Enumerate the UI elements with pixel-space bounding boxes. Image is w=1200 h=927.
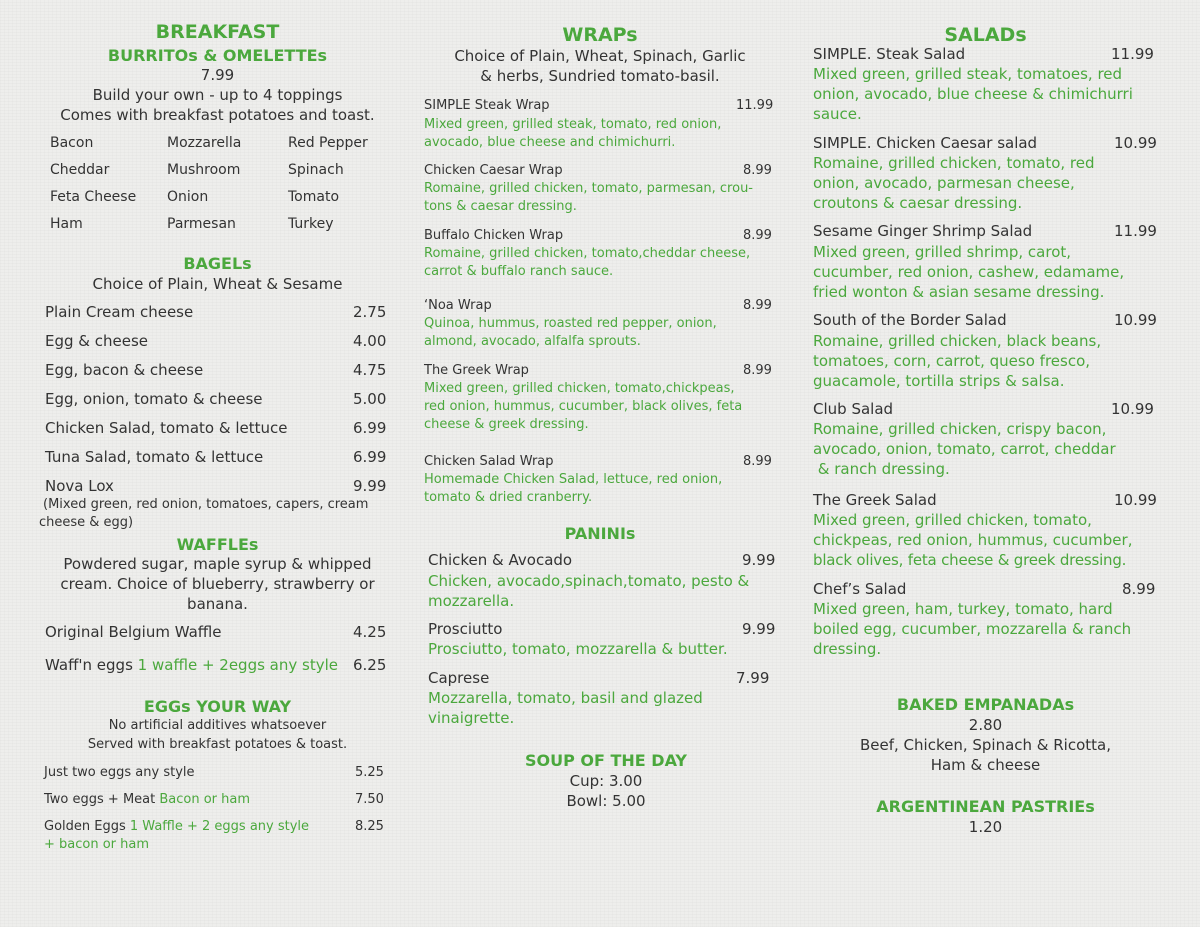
burritos-line2: Comes with breakfast potatoes and toast. (60, 106, 375, 124)
panini-name: Prosciutto (428, 620, 503, 638)
topping-item: Parmesan (167, 216, 236, 232)
salad-desc: sauce. (813, 105, 862, 123)
wraps-sub: & herbs, Sundried tomato-basil. (480, 67, 720, 85)
burritos-title: BURRITOs & OMELETTEs (107, 46, 328, 65)
breakfast-title: BREAKFAST (155, 21, 280, 43)
waffles-title: WAFFLEs (176, 535, 259, 554)
waffles-desc: Powdered sugar, maple syrup & whipped (63, 555, 372, 573)
panini-desc: vinaigrette. (428, 709, 515, 727)
bagel-price: 5.00 (353, 390, 387, 408)
paninis-title: PANINIs (564, 524, 636, 543)
panini-desc: Chicken, avocado,spinach,tomato, pesto & (428, 572, 750, 590)
salad-name: South of the Border Salad (813, 311, 1007, 329)
topping-item: Ham (50, 216, 83, 232)
wrap-desc: cheese & greek dressing. (424, 417, 589, 432)
salad-desc: Romaine, grilled chicken, black beans, (813, 332, 1102, 350)
eggs-item-desc: Bacon or ham (159, 792, 251, 807)
topping-item: Onion (167, 189, 209, 205)
wrap-name: SIMPLE Steak Wrap (424, 98, 550, 113)
wrap-desc: almond, avocado, alfalfa sprouts. (424, 334, 641, 349)
salad-desc: boiled egg, cucumber, mozzarella & ranch (813, 620, 1132, 638)
topping-item: Mozzarella (167, 135, 242, 151)
eggs-item-price: 8.25 (355, 819, 384, 834)
panini-price: 9.99 (742, 551, 776, 569)
panini-name: Caprese (428, 669, 490, 687)
waffle-price: 4.25 (353, 623, 387, 641)
wrap-desc: Homemade Chicken Salad, lettuce, red onion, (424, 472, 723, 487)
bagel-price: 9.99 (353, 477, 387, 495)
salad-desc: fried wonton & asian sesame dressing. (813, 283, 1105, 301)
eggs-item (44, 819, 309, 834)
bagel-price: 6.99 (353, 419, 387, 437)
salad-desc: black olives, feta cheese & greek dressing. (813, 551, 1127, 569)
topping-item: Mushroom (167, 162, 241, 178)
waffle-name (45, 656, 338, 674)
salad-desc: Mixed green, grilled steak, tomatoes, red (813, 65, 1123, 83)
wrap-name: ‘Noa Wrap (424, 298, 492, 313)
eggs-item-price: 5.25 (355, 765, 384, 780)
bagels-subtitle: Choice of Plain, Wheat & Sesame (92, 275, 343, 293)
panini-price: 7.99 (736, 669, 770, 687)
wrap-desc: Mixed green, grilled steak, tomato, red onion, (424, 117, 722, 132)
salad-price: 8.99 (1122, 580, 1156, 598)
bagel-price: 2.75 (353, 303, 387, 321)
soup-cup: Cup: 3.00 (569, 772, 643, 790)
salad-name: SIMPLE. Chicken Caesar salad (813, 134, 1038, 152)
wrap-desc: Romaine, grilled chicken, tomato,cheddar cheese, (424, 246, 751, 261)
wrap-price: 11.99 (736, 98, 774, 113)
eggs-item-desc: 1 Waffle + 2 eggs any style (129, 819, 310, 834)
bagel-name: Egg, bacon & cheese (45, 361, 204, 379)
waffles-desc: cream. Choice of blueberry, strawberry or (60, 575, 375, 593)
bagel-name: Egg & cheese (45, 332, 149, 350)
wrap-price: 8.99 (743, 163, 772, 178)
salad-desc: onion, avocado, blue cheese & chimichurri (813, 85, 1133, 103)
eggs-item-name: Just two eggs any style (44, 765, 195, 780)
wrap-price: 8.99 (743, 228, 772, 243)
wrap-desc: Romaine, grilled chicken, tomato, parmesan, crou- (424, 181, 753, 196)
bagel-name: Chicken Salad, tomato & lettuce (45, 419, 288, 437)
waffle-item-name: Waff'n eggs (45, 656, 133, 674)
salad-price: 10.99 (1111, 400, 1154, 418)
wrap-name: Chicken Salad Wrap (424, 454, 554, 469)
burritos-line1: Build your own - up to 4 toppings (92, 86, 343, 104)
salads-title: SALADs (944, 24, 1027, 46)
wraps-title: WRAPs (562, 24, 638, 46)
wrap-price: 8.99 (743, 298, 772, 313)
salad-price: 10.99 (1114, 491, 1157, 509)
salad-desc: dressing. (813, 640, 882, 658)
waffle-price: 6.25 (353, 656, 387, 674)
wrap-desc: Mixed green, grilled chicken, tomato,chickpeas, (424, 381, 735, 396)
wrap-name: Buffalo Chicken Wrap (424, 228, 564, 243)
panini-name: Chicken & Avocado (428, 551, 573, 569)
salad-price: 10.99 (1114, 134, 1157, 152)
soup-bowl: Bowl: 5.00 (566, 792, 646, 810)
salad-desc: tomatoes, corn, carrot, queso fresco, (813, 352, 1091, 370)
waffles-desc: banana. (187, 595, 248, 613)
waffle-item-desc: 1 waffle + 2eggs any style (137, 656, 338, 674)
wrap-desc: tomato & dried cranberry. (424, 490, 593, 505)
salad-desc: Romaine, grilled chicken, tomato, red (813, 154, 1095, 172)
eggs-item-name: Two eggs + Meat (44, 792, 156, 807)
salad-desc: Mixed green, grilled shrimp, carot, (813, 243, 1072, 261)
empanadas-price: 2.80 (968, 716, 1003, 734)
wrap-desc: tons & caesar dressing. (424, 199, 577, 214)
salad-price: 11.99 (1114, 222, 1157, 240)
topping-item: Red Pepper (288, 135, 368, 151)
nova-desc: cheese & egg) (39, 515, 134, 530)
wrap-price: 8.99 (743, 454, 772, 469)
nova-desc: (Mixed green, red onion, tomatoes, capers, cream (43, 497, 369, 512)
pastries-title: ARGENTINEAN PASTRIEs (876, 797, 1095, 816)
panini-desc: Mozzarella, tomato, basil and glazed (428, 689, 703, 707)
topping-item: Cheddar (50, 162, 110, 178)
salad-name: Club Salad (813, 400, 894, 418)
eggs-sub: No artificial additives whatsoever (108, 718, 327, 733)
wrap-name: Chicken Caesar Wrap (424, 163, 563, 178)
topping-item: Turkey (288, 216, 334, 232)
salad-desc: Romaine, grilled chicken, crispy bacon, (813, 420, 1107, 438)
salad-price: 10.99 (1114, 311, 1157, 329)
salad-name: Sesame Ginger Shrimp Salad (813, 222, 1033, 240)
wrap-desc: carrot & buffalo ranch sauce. (424, 264, 614, 279)
bagel-name: Nova Lox (45, 477, 114, 495)
wraps-sub: Choice of Plain, Wheat, Spinach, Garlic (454, 47, 746, 65)
salad-desc: chickpeas, red onion, hummus, cucumber, (813, 531, 1133, 549)
eggs-sub: Served with breakfast potatoes & toast. (87, 737, 348, 752)
salad-desc: Mixed green, grilled chicken, tomato, (813, 511, 1092, 529)
bagel-price: 4.75 (353, 361, 387, 379)
eggs-item-price: 7.50 (355, 792, 384, 807)
salad-desc: onion, avocado, parmesan cheese, (813, 174, 1075, 192)
salad-desc: guacamole, tortilla strips & salsa. (813, 372, 1065, 390)
salad-desc: cucumber, red onion, cashew, edamame, (813, 263, 1125, 281)
salad-price: 11.99 (1111, 45, 1154, 63)
eggs-title: EGGs YOUR WAY (143, 697, 292, 716)
soup-title: SOUP OF THE DAY (524, 751, 688, 770)
salad-desc: avocado, onion, tomato, carrot, cheddar (813, 440, 1116, 458)
salad-desc: & ranch dressing. (813, 460, 950, 478)
empanadas-line: Beef, Chicken, Spinach & Ricotta, (859, 736, 1111, 754)
bagels-title: BAGELs (183, 254, 252, 273)
panini-desc: mozzarella. (428, 592, 515, 610)
salad-name: SIMPLE. Steak Salad (813, 45, 966, 63)
topping-item: Feta Cheese (50, 189, 137, 205)
panini-desc: Prosciutto, tomato, mozzarella & butter. (428, 640, 728, 658)
topping-item: Bacon (50, 135, 94, 151)
wrap-desc: avocado, blue cheese and chimichurri. (424, 135, 676, 150)
bagel-price: 6.99 (353, 448, 387, 466)
wrap-price: 8.99 (743, 363, 772, 378)
wrap-name: The Greek Wrap (424, 363, 529, 378)
waffle-name: Original Belgium Waffle (45, 623, 222, 641)
bagel-price: 4.00 (353, 332, 387, 350)
salad-name: Chef’s Salad (813, 580, 907, 598)
salad-desc: Mixed green, ham, turkey, tomato, hard (813, 600, 1113, 618)
topping-item: Tomato (288, 189, 340, 205)
bagel-name: Tuna Salad, tomato & lettuce (45, 448, 264, 466)
eggs-item-desc: + bacon or ham (44, 837, 150, 852)
salad-desc: croutons & caesar dressing. (813, 194, 1023, 212)
burritos-price: 7.99 (200, 66, 235, 84)
wrap-desc: red onion, hummus, cucumber, black olives, feta (424, 399, 743, 414)
wrap-desc: Quinoa, hummus, roasted red pepper, onion, (424, 316, 717, 331)
salad-name: The Greek Salad (813, 491, 937, 509)
bagel-name: Plain Cream cheese (45, 303, 194, 321)
eggs-item (44, 792, 250, 807)
topping-item: Spinach (288, 162, 344, 178)
empanadas-line: Ham & cheese (930, 756, 1041, 774)
eggs-item-name: Golden Eggs (44, 819, 126, 834)
empanadas-title: BAKED EMPANADAs (896, 695, 1075, 714)
panini-price: 9.99 (742, 620, 776, 638)
bagel-name: Egg, onion, tomato & cheese (45, 390, 263, 408)
pastries-price: 1.20 (968, 818, 1003, 836)
